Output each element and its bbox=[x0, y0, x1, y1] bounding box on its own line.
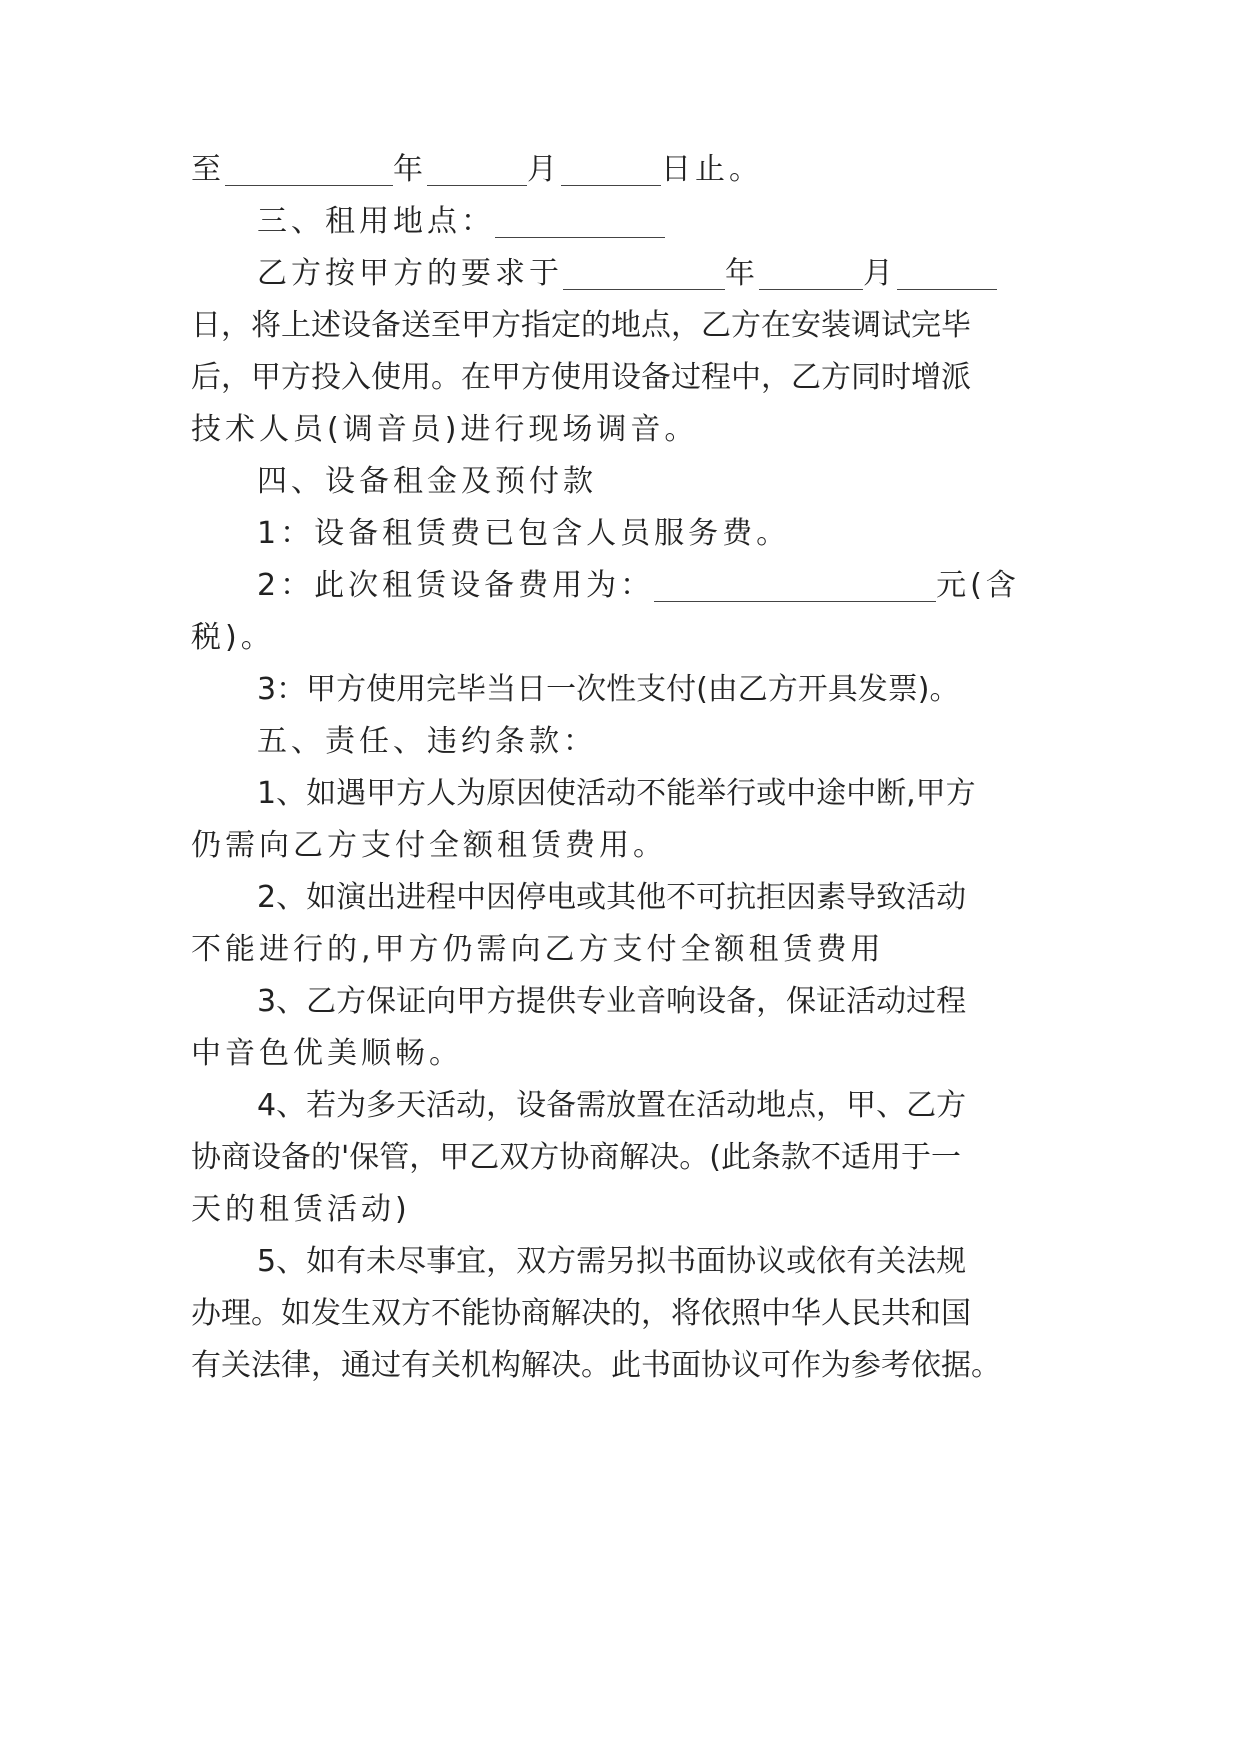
paragraph-line: 税)。 bbox=[191, 620, 275, 655]
text-segment: 乙方按甲方的要求于 bbox=[257, 256, 563, 291]
text-segment: 元(含 bbox=[936, 568, 1020, 603]
clause-line: 5、如有未尽事宜，双方需另拟书面协议或依有关法规 bbox=[257, 1244, 967, 1279]
text-segment: 至 bbox=[191, 152, 225, 187]
paragraph-line: 协商设备的'保管，甲乙双方协商解决。(此条款不适用于一 bbox=[191, 1140, 961, 1175]
section-5-heading: 五、责任、违约条款： bbox=[257, 724, 597, 759]
text-segment: 年 bbox=[393, 152, 427, 187]
text-segment: 日止。 bbox=[661, 152, 763, 187]
text-segment: 2：此次租赁设备费用为： bbox=[257, 568, 655, 603]
delivery-date-line bbox=[257, 254, 1051, 294]
blank-day-field[interactable] bbox=[561, 155, 661, 186]
section-4-heading: 四、设备租金及预付款 bbox=[257, 464, 597, 499]
paragraph-line: 有关法律，通过有关机构解决。此书面协议可作为参考依据。 bbox=[191, 1348, 1001, 1383]
rental-fee-line bbox=[257, 566, 1051, 606]
blank-month-field[interactable] bbox=[427, 155, 527, 186]
clause-line: 3：甲方使用完毕当日一次性支付(由乙方开具发票)。 bbox=[257, 672, 960, 707]
blank-day-field[interactable] bbox=[897, 259, 997, 290]
blank-month-field[interactable] bbox=[759, 259, 863, 290]
text-segment: 月 bbox=[863, 256, 897, 291]
clause-line: 4、若为多天活动，设备需放置在活动地点，甲、乙方 bbox=[257, 1088, 967, 1123]
paragraph-line: 后，甲方投入使用。在甲方使用设备过程中，乙方同时增派 bbox=[191, 360, 971, 395]
rental-period-end-line bbox=[191, 150, 1051, 190]
blank-location-field[interactable] bbox=[495, 207, 665, 238]
text-segment: 三、租用地点： bbox=[257, 204, 495, 239]
paragraph-line: 不能进行的,甲方仍需向乙方支付全额租赁费用 bbox=[191, 932, 885, 967]
paragraph-line: 仍需向乙方支付全额租赁费用。 bbox=[191, 828, 667, 863]
paragraph-line: 天的租赁活动) bbox=[191, 1192, 411, 1227]
clause-line: 1：设备租赁费已包含人员服务费。 bbox=[257, 516, 791, 551]
blank-amount-field[interactable] bbox=[654, 571, 936, 602]
text-segment: 月 bbox=[527, 152, 561, 187]
paragraph-line: 办理。如发生双方不能协商解决的，将依照中华人民共和国 bbox=[191, 1296, 971, 1331]
text-segment: 年 bbox=[725, 256, 759, 291]
paragraph-line: 技术人员(调音员)进行现场调音。 bbox=[191, 412, 699, 447]
paragraph-line: 中音色优美顺畅。 bbox=[191, 1036, 463, 1071]
blank-year-field[interactable] bbox=[563, 259, 725, 290]
clause-line: 2、如演出进程中因停电或其他不可抗拒因素导致活动 bbox=[257, 880, 967, 915]
clause-line: 1、如遇甲方人为原因使活动不能举行或中途中断,甲方 bbox=[257, 776, 976, 811]
section-3-heading bbox=[257, 202, 1051, 242]
clause-line: 3、乙方保证向甲方提供专业音响设备，保证活动过程 bbox=[257, 984, 967, 1019]
paragraph-line: 日，将上述设备送至甲方指定的地点，乙方在安装调试完毕 bbox=[191, 308, 971, 343]
blank-year-field[interactable] bbox=[225, 155, 393, 186]
